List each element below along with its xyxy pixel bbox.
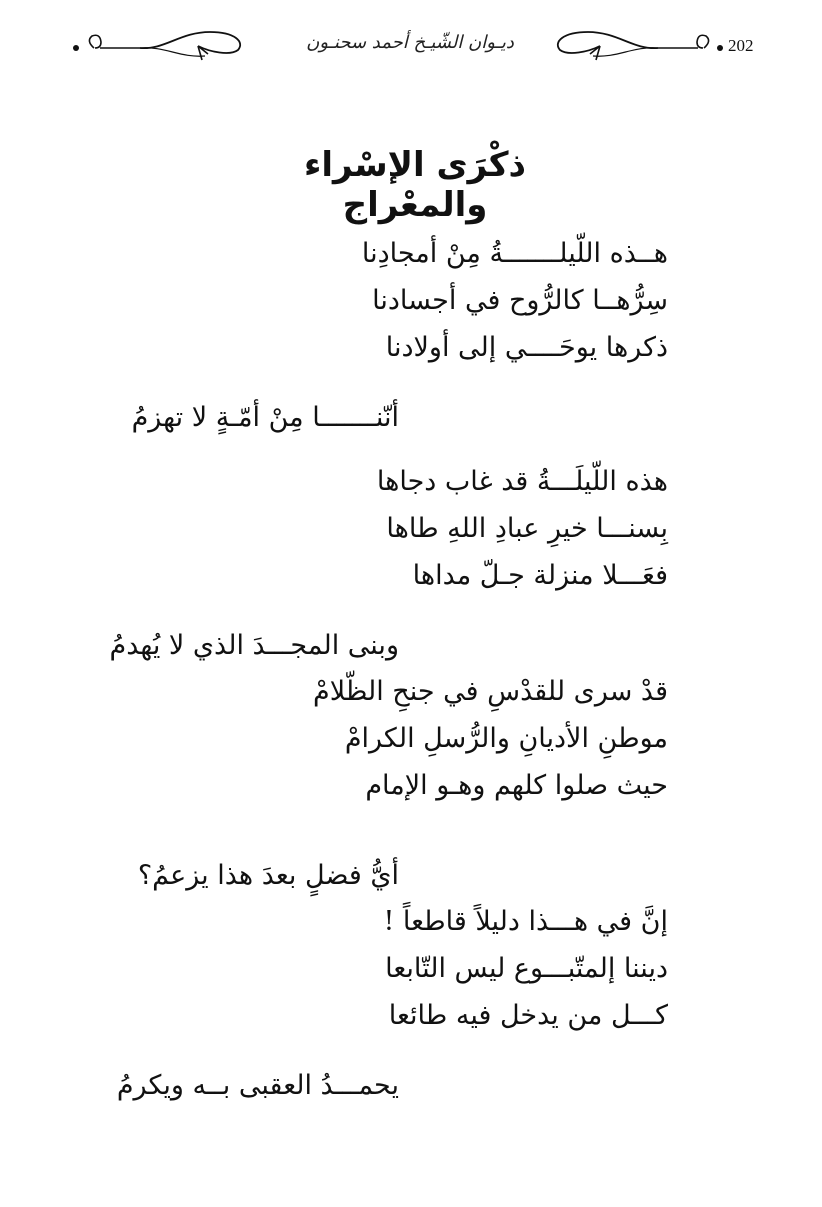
- verse: كـــل من يدخل فيه طائعا: [388, 1000, 668, 1031]
- verse: حيث صلوا كلهم وهـو الإمام: [365, 770, 668, 801]
- verse: هــذه اللّيلـــــــةُ مِنْ أمجادِنا: [361, 238, 668, 269]
- refrain: وبنى المجـــدَ الذي لا يُهدمُ: [109, 630, 399, 661]
- left-ornament-icon: [70, 24, 260, 68]
- refrain: أيُّ فضلٍ بعدَ هذا يزعمُ؟: [137, 860, 399, 891]
- page-number: 202: [728, 36, 754, 55]
- page-header: [0, 0, 822, 100]
- verse: سِرُّهــا كالرُّوح في أجسادنا: [372, 285, 668, 316]
- right-ornament-icon: [538, 22, 728, 66]
- stanza-2: [368, 458, 668, 599]
- running-title: ديـوان الشّيـخ أحمد سحنـون: [306, 32, 514, 53]
- stanza-3: [313, 668, 668, 809]
- verse: ديننا إلمتّبـــوع ليس التّابعا: [385, 953, 668, 984]
- verse: فعَـــلا منزلة جـلّ مداها: [412, 560, 668, 591]
- verse: إنَّ في هـــذا دليلاً قاطعاً !: [383, 906, 668, 937]
- verse: ذكرها يوحَــــي إلى أولادنا: [385, 332, 668, 363]
- verse: هذه اللّيلَـــةُ قد غاب دجاها: [376, 466, 668, 497]
- verse: بِسنـــا خيرِ عبادِ اللهِ طاها: [386, 513, 668, 544]
- refrain: يحمـــدُ العقبى بــه ويكرمُ: [116, 1070, 399, 1101]
- refrain: أنّنـــــــا مِنْ أمّـةٍ لا تهزمُ: [131, 402, 399, 433]
- stanza-4: [368, 898, 668, 1039]
- verse: موطنِ الأديانِ والرُّسلِ الكرامْ: [344, 723, 668, 754]
- verse: قدْ سرى للقدْسِ في جنحِ الظّلامْ: [313, 676, 668, 707]
- stanza-1: [361, 230, 668, 371]
- poem-title: ذكْرَى الإسْراء والمعْراج: [304, 145, 526, 225]
